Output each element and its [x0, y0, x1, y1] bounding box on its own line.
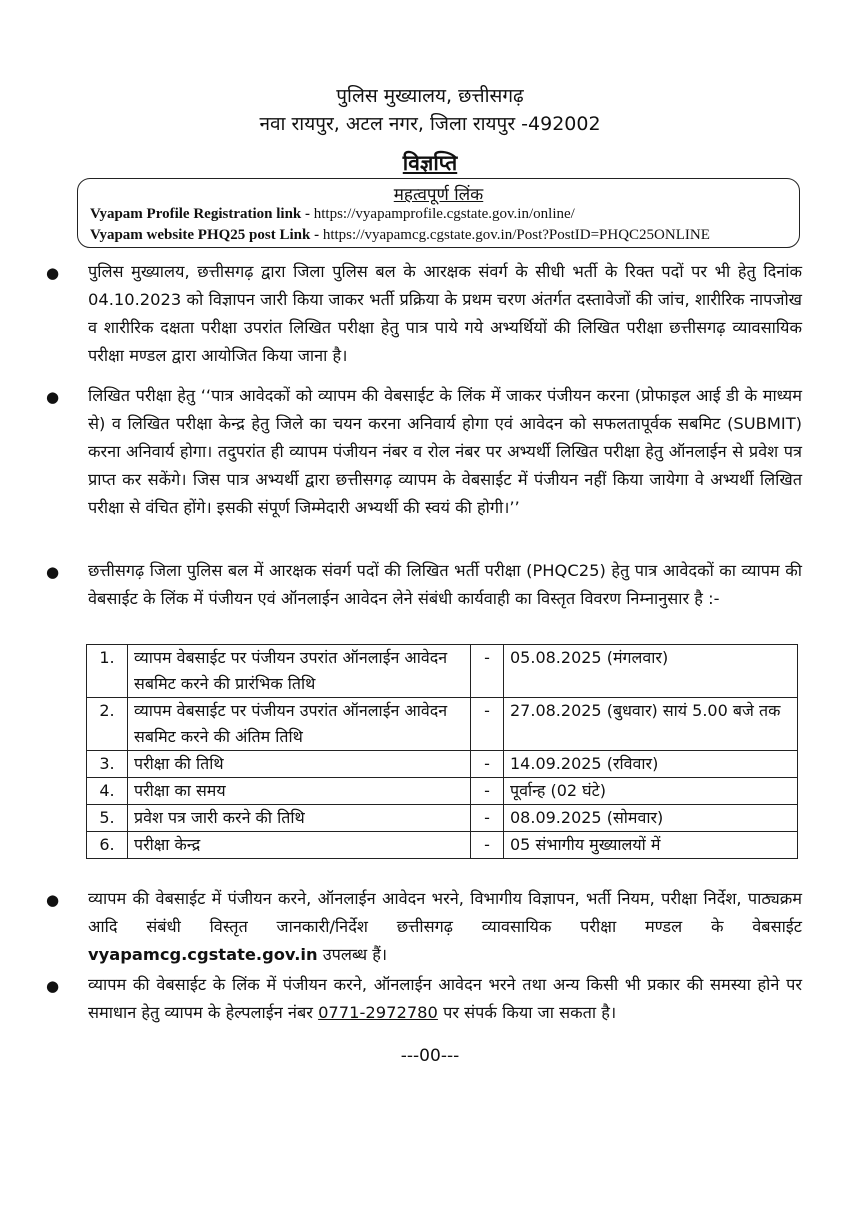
paragraph-3: छत्तीसगढ़ जिला पुलिस बल में आरक्षक संवर्ग पदों की लिखित भर्ती परीक्षा (PHQC25) हेतु पात्र आवेदकों का व्यापम की वेबसाईट के लिंक में पंजीयन एवं ऑनलाईन आवेदन लेने संबंधी कार्यवाही का विस्तृत विवरण निम्नानुसार है :-: [88, 561, 802, 608]
row-dash: -: [471, 698, 504, 751]
row-value: 14.09.2025 (रविवार): [504, 751, 798, 778]
table-row: [87, 778, 798, 805]
row-value: 08.09.2025 (सोमवार): [504, 805, 798, 832]
bullet-icon: ●: [46, 563, 60, 581]
post-link-row: [90, 227, 710, 244]
bullet-icon: ●: [46, 977, 60, 995]
bullet-icon: ●: [46, 264, 60, 282]
profile-registration-link[interactable]: https://vyapamprofile.cgstate.gov.in/online/: [313, 206, 575, 222]
row-dash: -: [471, 751, 504, 778]
header-address: नवा रायपुर, अटल नगर, जिला रायपुर -492002: [259, 113, 601, 135]
table-row: [87, 645, 798, 698]
row-number: 4.: [87, 778, 128, 805]
table-row: [87, 805, 798, 832]
bullet-icon: ●: [46, 891, 60, 909]
row-description: परीक्षा केन्द्र: [128, 832, 471, 859]
vyapam-website[interactable]: vyapamcg.cgstate.gov.in: [88, 945, 318, 964]
row-number: 6.: [87, 832, 128, 859]
footer-mark: ---00---: [400, 1046, 460, 1066]
paragraph-1: पुलिस मुख्यालय, छत्तीसगढ़ द्वारा जिला पुलिस बल के आरक्षक संवर्ग के सीधी भर्ती के रिक्त पदों पर भी हेतु दिनांक 04.10.2023 को विज्ञापन जारी किया जाकर भर्ती प्रक्रिया के प्रथम चरण अंतर्गत दस्तावेजों की जांच, शारीरिक नापजोख व शारीरिक दक्षता परीक्षा उपरांत लिखित परीक्षा हेतु पात्र पाये गये अभ्यर्थियों की लिखित परीक्षा छत्तीसगढ़ व्यावसायिक परीक्षा मण्डल द्वारा आयोजित किया जाना है।: [88, 262, 802, 365]
paragraph-2: लिखित परीक्षा हेतु ‘‘पात्र आवेदकों को व्यापम की वेबसाईट के लिंक में जाकर पंजीयन करना (प्रोफाइल आई डी के माध्यम से) व लिखित परीक्षा केन्द्र हेतु जिले का चयन करना अनिवार्य होगा एवं आवेदन को सफलतापूर्वक सबमिट (SUBMIT) करना अनिवार्य होगा। तदुपरांत ही व्यापम पंजीयन नंबर व रोल नंबर पर अभ्यर्थी लिखित परीक्षा हेतु ऑनलाईन से प्रवेश पत्र प्राप्त कर सकेंगे। जिस पात्र अभ्यर्थी द्वारा छत्तीसगढ़ व्यापम के वेबसाईट में पंजीयन नहीं किया जायेगा वे अभ्यर्थी लिखित परीक्षा से वंचित होंगे। इसकी संपूर्ण जिम्मेदारी अभ्यर्थी की स्वयं की होगी।’’: [88, 386, 802, 517]
paragraph-5-end: पर संपर्क किया जा सकता है।: [437, 1003, 617, 1022]
bullet-icon: ●: [46, 388, 60, 406]
header-office: पुलिस मुख्यालय, छत्तीसगढ़: [336, 85, 524, 107]
row-description: परीक्षा की तिथि: [128, 751, 471, 778]
row-dash: -: [471, 805, 504, 832]
helpline-number[interactable]: 0771-2972780: [318, 1003, 438, 1022]
row-value: 05 संभागीय मुख्यालयों में: [504, 832, 798, 859]
paragraph-5-text: व्यापम की वेबसाईट के लिंक में पंजीयन करने, ऑनलाईन आवेदन भरने तथा अन्य किसी भी प्रकार की समस्या होने पर समाधान हेतु व्यापम के हेल्पलाईन नंबर: [88, 975, 802, 1022]
row-number: 2.: [87, 698, 128, 751]
row-description: व्यापम वेबसाईट पर पंजीयन उपरांत ऑनलाईन आवेदन सबमिट करने की अंतिम तिथि: [128, 698, 471, 751]
table-row: [87, 751, 798, 778]
row-number: 1.: [87, 645, 128, 698]
row-description: परीक्षा का समय: [128, 778, 471, 805]
row-value: पूर्वान्ह (02 घंटे): [504, 778, 798, 805]
page-title: विज्ञप्ति: [402, 151, 458, 175]
paragraph-4-text: व्यापम की वेबसाईट में पंजीयन करने, ऑनलाईन आवेदन भरने, विभागीय विज्ञापन, भर्ती नियम, परीक्षा निर्देश, पाठ्यक्रम आदि संबंधी विस्तृत जानकारी/निर्देश छत्तीसगढ़ व्यावसायिक परीक्षा मण्डल के वेबसाईट: [88, 889, 802, 936]
important-links-box: [77, 178, 800, 248]
paragraph-4-end: उपलब्ध हैं।: [317, 945, 388, 964]
row-number: 5.: [87, 805, 128, 832]
paragraph-5: [88, 971, 802, 1027]
post-link-label: Vyapam website PHQ25 post Link -: [90, 227, 323, 243]
schedule-table: [86, 644, 798, 859]
row-description: प्रवेश पत्र जारी करने की तिथि: [128, 805, 471, 832]
row-value: 05.08.2025 (मंगलवार): [504, 645, 798, 698]
links-heading: महत्वपूर्ण लिंक: [393, 185, 484, 205]
post-link[interactable]: https://vyapamcg.cgstate.gov.in/Post?PostID=PHQC25ONLINE: [322, 227, 710, 243]
paragraph-4: [88, 885, 802, 969]
row-dash: -: [471, 832, 504, 859]
row-description: व्यापम वेबसाईट पर पंजीयन उपरांत ऑनलाईन आवेदन सबमिट करने की प्रारंभिक तिथि: [128, 645, 471, 698]
profile-registration-label: Vyapam Profile Registration link -: [90, 206, 314, 222]
table-row: [87, 832, 798, 859]
row-dash: -: [471, 778, 504, 805]
row-value: 27.08.2025 (बुधवार) सायं 5.00 बजे तक: [504, 698, 798, 751]
row-dash: -: [471, 645, 504, 698]
row-number: 3.: [87, 751, 128, 778]
table-row: [87, 698, 798, 751]
profile-registration-row: [90, 206, 575, 223]
